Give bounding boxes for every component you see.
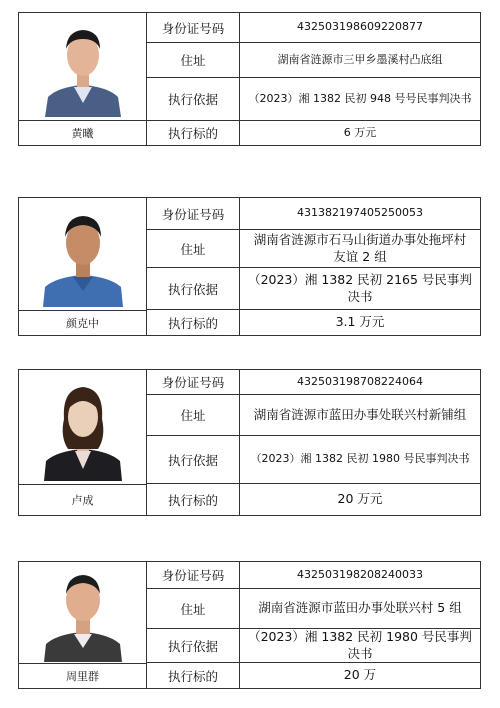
basis-value: （2023）湘 1382 民初 948 号号民事判决书 [248,91,472,105]
id-label: 身份证号码 [147,13,240,42]
amount-label: 执行标的 [147,484,240,515]
amount-row [147,121,480,145]
address-value: 湖南省涟源市蓝田办事处联兴村新铺组 [253,406,467,422]
basis-label: 执行依据 [147,629,240,662]
address-row [147,43,480,78]
id-number: 431382197405250053 [297,206,423,220]
portrait-icon [40,375,126,481]
id-row [147,562,480,589]
basis-value: （2023）湘 1382 民初 1980 号民事判决书 [248,628,472,661]
basis-value: （2023）湘 1382 民初 2165 号民事判决书 [248,271,472,304]
id-label: 身份证号码 [147,562,240,588]
portrait-photo [19,370,146,485]
amount-label: 执行标的 [147,310,240,335]
portrait-icon [40,17,126,117]
amount-label: 执行标的 [147,121,240,145]
address-label: 住址 [147,43,240,77]
address-row [147,589,480,629]
id-row [147,198,480,230]
photo-column [19,198,147,335]
id-number: 432503198609220877 [297,20,423,34]
amount-value: 20 万 [343,667,377,683]
amount-value: 20 万元 [337,491,383,507]
portrait-icon [40,203,126,307]
amount-value: 6 万元 [343,125,377,139]
amount-label: 执行标的 [147,663,240,688]
address-value: 湖南省涟源市蓝田办事处联兴村 5 组 [258,600,462,616]
address-label: 住址 [147,589,240,628]
address-value: 湖南省涟源市石马山街道办事处拖坪村友谊 2 组 [253,231,467,264]
address-label: 住址 [147,395,240,435]
id-label: 身份证号码 [147,198,240,229]
basis-row [147,436,480,484]
person-name: 黄曦 [19,120,146,145]
id-label: 身份证号码 [147,370,240,394]
address-label: 住址 [147,230,240,267]
person-name: 卢成 [19,484,146,515]
id-row [147,370,480,395]
basis-label: 执行依据 [147,436,240,483]
id-number: 432503198208240033 [297,567,423,581]
photo-column [19,370,147,515]
portrait-photo [19,198,146,311]
id-number: 432503198708224064 [297,374,423,388]
amount-value: 3.1 万元 [335,314,385,330]
address-row [147,395,480,436]
address-row [147,230,480,268]
basis-row [147,268,480,310]
portrait-photo [19,562,146,664]
photo-column [19,13,147,145]
portrait-photo [19,13,146,121]
basis-label: 执行依据 [147,268,240,309]
amount-row [147,663,480,688]
portrait-icon [40,564,126,662]
basis-value: （2023）湘 1382 民初 1980 号民事判决书 [250,452,470,466]
photo-column [19,562,147,688]
amount-row [147,484,480,515]
person-card-2 [18,197,481,336]
person-card-4 [18,561,481,689]
person-card-1 [18,12,481,146]
person-name: 周里群 [19,663,146,688]
basis-row [147,78,480,121]
person-card-3 [18,369,481,516]
basis-row [147,629,480,663]
person-name: 颜克中 [19,310,146,335]
basis-label: 执行依据 [147,78,240,120]
address-value: 湖南省涟源市三甲乡墨溪村凸底组 [277,52,443,66]
amount-row [147,310,480,335]
id-row [147,13,480,43]
